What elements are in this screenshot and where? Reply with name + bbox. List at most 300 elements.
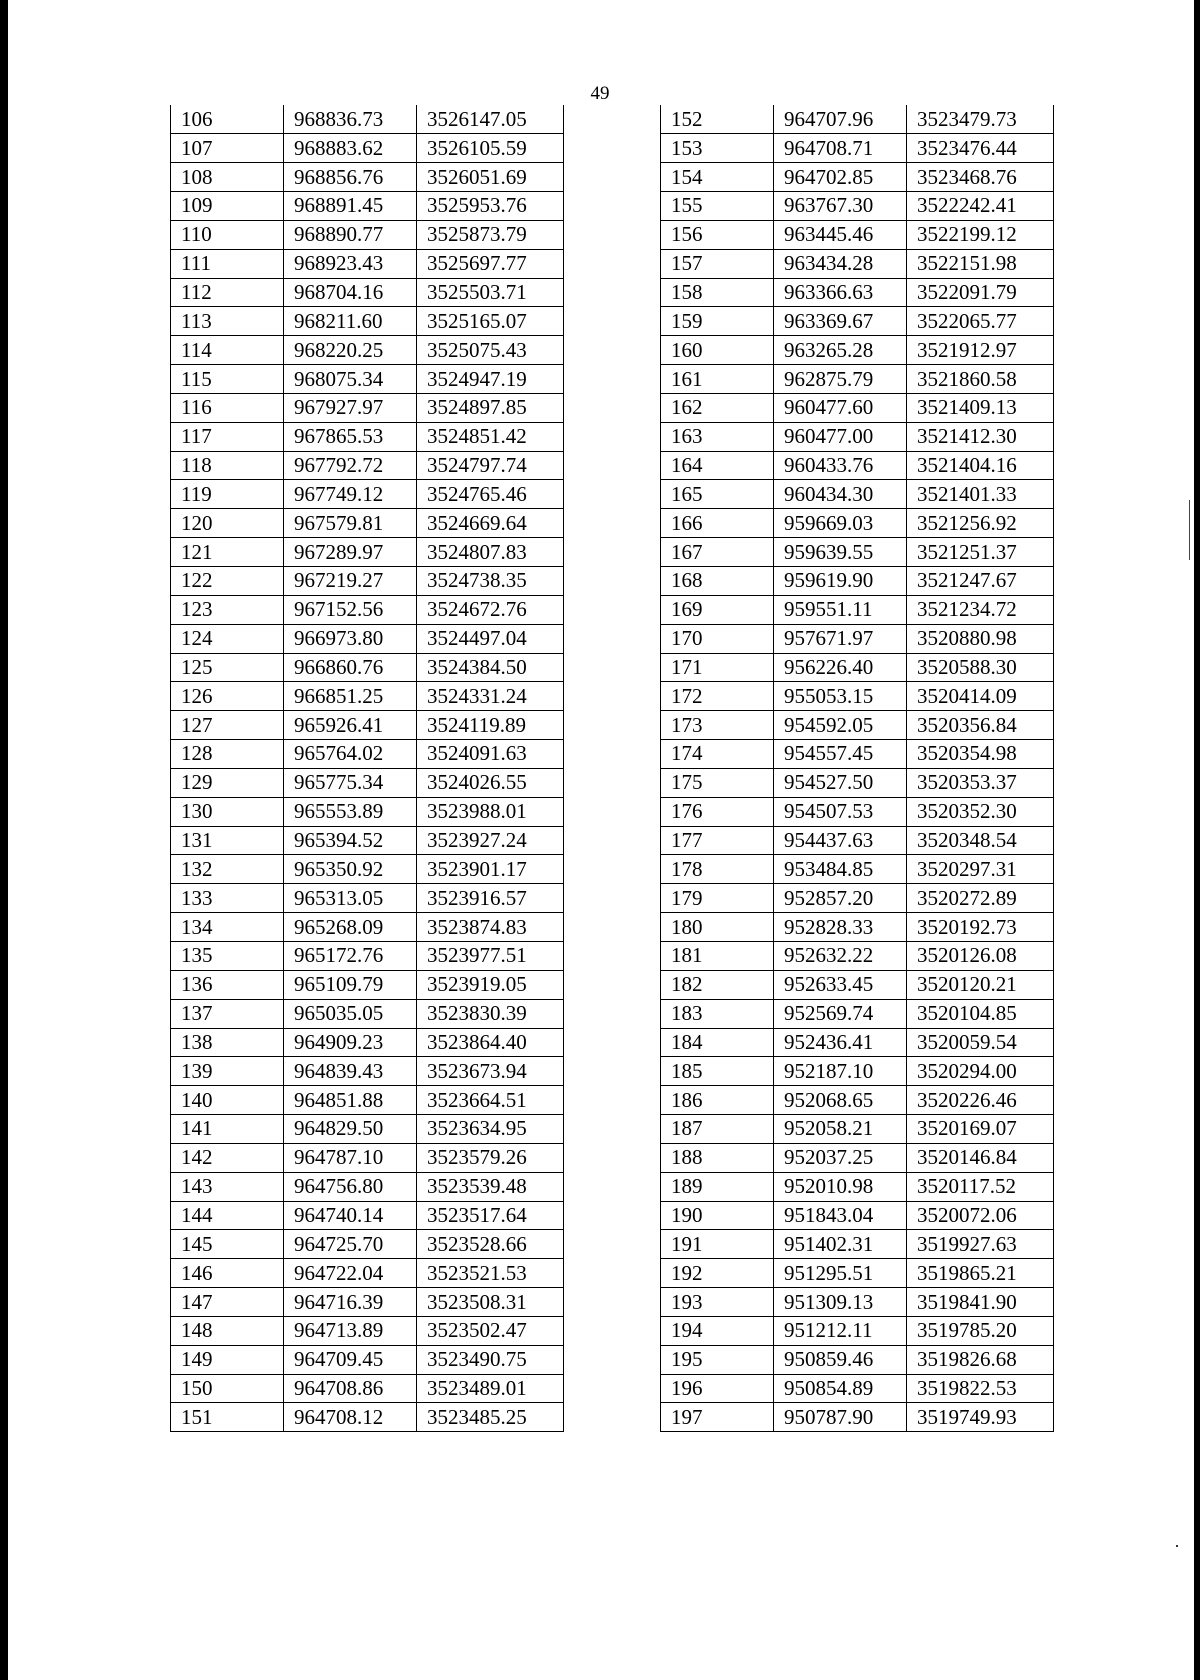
table-row	[171, 999, 564, 1028]
point-number-cell: 180	[661, 913, 774, 942]
x-coordinate-cell: 965553.89	[284, 797, 417, 826]
x-coordinate-cell: 965775.34	[284, 768, 417, 797]
x-coordinate-cell: 952828.33	[774, 913, 907, 942]
y-coordinate-cell: 3520880.98	[907, 624, 1054, 653]
scan-artifact-mark	[1189, 500, 1190, 560]
table-row	[171, 1345, 564, 1374]
y-coordinate-cell: 3524807.83	[417, 538, 564, 567]
point-number-cell: 177	[661, 826, 774, 855]
y-coordinate-cell: 3521401.33	[907, 480, 1054, 509]
x-coordinate-cell: 964829.50	[284, 1115, 417, 1144]
point-number-cell: 188	[661, 1143, 774, 1172]
point-number-cell: 197	[661, 1403, 774, 1432]
x-coordinate-cell: 962875.79	[774, 365, 907, 394]
x-coordinate-cell: 967792.72	[284, 451, 417, 480]
x-coordinate-cell: 964709.45	[284, 1345, 417, 1374]
table-row	[171, 624, 564, 653]
x-coordinate-cell: 951402.31	[774, 1230, 907, 1259]
y-coordinate-cell: 3523517.64	[417, 1201, 564, 1230]
x-coordinate-cell: 967152.56	[284, 595, 417, 624]
point-number-cell: 129	[171, 768, 284, 797]
y-coordinate-cell: 3521412.30	[907, 422, 1054, 451]
y-coordinate-cell: 3521404.16	[907, 451, 1054, 480]
table-row	[171, 1316, 564, 1345]
x-coordinate-cell: 965313.05	[284, 884, 417, 913]
point-number-cell: 174	[661, 740, 774, 769]
x-coordinate-cell: 967865.53	[284, 422, 417, 451]
y-coordinate-cell: 3523528.66	[417, 1230, 564, 1259]
y-coordinate-cell: 3519865.21	[907, 1259, 1054, 1288]
point-number-cell: 114	[171, 336, 284, 365]
table-row	[171, 365, 564, 394]
x-coordinate-cell: 964702.85	[774, 163, 907, 192]
point-number-cell: 179	[661, 884, 774, 913]
point-number-cell: 186	[661, 1086, 774, 1115]
table-row	[171, 884, 564, 913]
table-row	[661, 422, 1054, 451]
y-coordinate-cell: 3520072.06	[907, 1201, 1054, 1230]
y-coordinate-cell: 3523864.40	[417, 1028, 564, 1057]
y-coordinate-cell: 3521256.92	[907, 509, 1054, 538]
x-coordinate-cell: 963369.67	[774, 307, 907, 336]
point-number-cell: 176	[661, 797, 774, 826]
point-number-cell: 149	[171, 1345, 284, 1374]
point-number-cell: 190	[661, 1201, 774, 1230]
x-coordinate-cell: 959619.90	[774, 567, 907, 596]
y-coordinate-cell: 3520146.84	[907, 1143, 1054, 1172]
point-number-cell: 160	[661, 336, 774, 365]
x-coordinate-cell: 964722.04	[284, 1259, 417, 1288]
table-row	[661, 855, 1054, 884]
x-coordinate-cell: 952010.98	[774, 1172, 907, 1201]
table-row	[661, 538, 1054, 567]
x-coordinate-cell: 968836.73	[284, 105, 417, 134]
y-coordinate-cell: 3523468.76	[907, 163, 1054, 192]
y-coordinate-cell: 3520192.73	[907, 913, 1054, 942]
point-number-cell: 139	[171, 1057, 284, 1086]
point-number-cell: 118	[171, 451, 284, 480]
x-coordinate-cell: 955053.15	[774, 682, 907, 711]
table-row	[661, 624, 1054, 653]
x-coordinate-cell: 954527.50	[774, 768, 907, 797]
y-coordinate-cell: 3523927.24	[417, 826, 564, 855]
y-coordinate-cell: 3522242.41	[907, 192, 1054, 221]
table-row	[171, 913, 564, 942]
y-coordinate-cell: 3523479.73	[907, 105, 1054, 134]
table-row	[661, 451, 1054, 480]
x-coordinate-cell: 952569.74	[774, 999, 907, 1028]
y-coordinate-cell: 3523476.44	[907, 134, 1054, 163]
x-coordinate-cell: 966973.80	[284, 624, 417, 653]
point-number-cell: 172	[661, 682, 774, 711]
table-row	[661, 336, 1054, 365]
x-coordinate-cell: 968075.34	[284, 365, 417, 394]
x-coordinate-cell: 952187.10	[774, 1057, 907, 1086]
table-row	[661, 1201, 1054, 1230]
x-coordinate-cell: 960477.00	[774, 422, 907, 451]
y-coordinate-cell: 3519822.53	[907, 1374, 1054, 1403]
point-number-cell: 185	[661, 1057, 774, 1086]
point-number-cell: 138	[171, 1028, 284, 1057]
table-row	[171, 1230, 564, 1259]
table-row	[661, 970, 1054, 999]
point-number-cell: 191	[661, 1230, 774, 1259]
table-row	[171, 480, 564, 509]
y-coordinate-cell: 3523874.83	[417, 913, 564, 942]
table-row	[661, 249, 1054, 278]
point-number-cell: 146	[171, 1259, 284, 1288]
point-number-cell: 116	[171, 393, 284, 422]
y-coordinate-cell: 3521251.37	[907, 538, 1054, 567]
y-coordinate-cell: 3521912.97	[907, 336, 1054, 365]
x-coordinate-cell: 957671.97	[774, 624, 907, 653]
table-row	[661, 163, 1054, 192]
x-coordinate-cell: 964708.86	[284, 1374, 417, 1403]
point-number-cell: 151	[171, 1403, 284, 1432]
point-number-cell: 120	[171, 509, 284, 538]
point-number-cell: 126	[171, 682, 284, 711]
y-coordinate-cell: 3523988.01	[417, 797, 564, 826]
y-coordinate-cell: 3520120.21	[907, 970, 1054, 999]
point-number-cell: 184	[661, 1028, 774, 1057]
point-number-cell: 131	[171, 826, 284, 855]
table-row	[171, 595, 564, 624]
y-coordinate-cell: 3520356.84	[907, 711, 1054, 740]
table-row	[171, 567, 564, 596]
y-coordinate-cell: 3524091.63	[417, 740, 564, 769]
table-row	[661, 1259, 1054, 1288]
point-number-cell: 195	[661, 1345, 774, 1374]
y-coordinate-cell: 3519826.68	[907, 1345, 1054, 1374]
x-coordinate-cell: 963445.46	[774, 220, 907, 249]
table-row	[661, 1345, 1054, 1374]
table-row	[661, 941, 1054, 970]
y-coordinate-cell: 3524384.50	[417, 653, 564, 682]
point-number-cell: 145	[171, 1230, 284, 1259]
point-number-cell: 148	[171, 1316, 284, 1345]
table-row	[171, 163, 564, 192]
y-coordinate-cell: 3523502.47	[417, 1316, 564, 1345]
x-coordinate-cell: 965035.05	[284, 999, 417, 1028]
point-number-cell: 122	[171, 567, 284, 596]
table-row	[171, 105, 564, 134]
point-number-cell: 141	[171, 1115, 284, 1144]
point-number-cell: 127	[171, 711, 284, 740]
x-coordinate-cell: 959669.03	[774, 509, 907, 538]
y-coordinate-cell: 3525873.79	[417, 220, 564, 249]
table-row	[661, 1316, 1054, 1345]
y-coordinate-cell: 3520104.85	[907, 999, 1054, 1028]
table-row	[171, 1201, 564, 1230]
x-coordinate-cell: 964707.96	[774, 105, 907, 134]
x-coordinate-cell: 968220.25	[284, 336, 417, 365]
y-coordinate-cell: 3524119.89	[417, 711, 564, 740]
y-coordinate-cell: 3520352.30	[907, 797, 1054, 826]
table-row	[661, 653, 1054, 682]
x-coordinate-cell: 967289.97	[284, 538, 417, 567]
point-number-cell: 161	[661, 365, 774, 394]
x-coordinate-cell: 963767.30	[774, 192, 907, 221]
table-row	[171, 278, 564, 307]
table-row	[661, 1115, 1054, 1144]
x-coordinate-cell: 965172.76	[284, 941, 417, 970]
x-coordinate-cell: 964708.12	[284, 1403, 417, 1432]
point-number-cell: 108	[171, 163, 284, 192]
y-coordinate-cell: 3524738.35	[417, 567, 564, 596]
point-number-cell: 123	[171, 595, 284, 624]
point-number-cell: 189	[661, 1172, 774, 1201]
point-number-cell: 163	[661, 422, 774, 451]
y-coordinate-cell: 3519749.93	[907, 1403, 1054, 1432]
table-row	[171, 393, 564, 422]
y-coordinate-cell: 3522151.98	[907, 249, 1054, 278]
point-number-cell: 115	[171, 365, 284, 394]
x-coordinate-cell: 950787.90	[774, 1403, 907, 1432]
x-coordinate-cell: 968891.45	[284, 192, 417, 221]
point-number-cell: 162	[661, 393, 774, 422]
x-coordinate-cell: 968883.62	[284, 134, 417, 163]
x-coordinate-cell: 967927.97	[284, 393, 417, 422]
x-coordinate-cell: 968890.77	[284, 220, 417, 249]
x-coordinate-cell: 950859.46	[774, 1345, 907, 1374]
y-coordinate-cell: 3524947.19	[417, 365, 564, 394]
point-number-cell: 165	[661, 480, 774, 509]
x-coordinate-cell: 950854.89	[774, 1374, 907, 1403]
scan-artifact-dot	[1176, 1545, 1178, 1547]
table-row	[661, 740, 1054, 769]
table-row	[661, 134, 1054, 163]
y-coordinate-cell: 3522091.79	[907, 278, 1054, 307]
table-row	[171, 740, 564, 769]
point-number-cell: 178	[661, 855, 774, 884]
point-number-cell: 125	[171, 653, 284, 682]
x-coordinate-cell: 952632.22	[774, 941, 907, 970]
table-row	[661, 105, 1054, 134]
point-number-cell: 113	[171, 307, 284, 336]
point-number-cell: 167	[661, 538, 774, 567]
table-row	[661, 768, 1054, 797]
x-coordinate-cell: 963366.63	[774, 278, 907, 307]
x-coordinate-cell: 965764.02	[284, 740, 417, 769]
table-row	[661, 1086, 1054, 1115]
point-number-cell: 182	[661, 970, 774, 999]
point-number-cell: 193	[661, 1288, 774, 1317]
point-number-cell: 112	[171, 278, 284, 307]
table-row	[661, 711, 1054, 740]
y-coordinate-cell: 3523977.51	[417, 941, 564, 970]
table-row	[171, 682, 564, 711]
y-coordinate-cell: 3520348.54	[907, 826, 1054, 855]
point-number-cell: 157	[661, 249, 774, 278]
x-coordinate-cell: 952068.65	[774, 1086, 907, 1115]
x-coordinate-cell: 965350.92	[284, 855, 417, 884]
point-number-cell: 121	[171, 538, 284, 567]
x-coordinate-cell: 968856.76	[284, 163, 417, 192]
x-coordinate-cell: 964756.80	[284, 1172, 417, 1201]
x-coordinate-cell: 954437.63	[774, 826, 907, 855]
y-coordinate-cell: 3523634.95	[417, 1115, 564, 1144]
y-coordinate-cell: 3525075.43	[417, 336, 564, 365]
y-coordinate-cell: 3519927.63	[907, 1230, 1054, 1259]
y-coordinate-cell: 3523508.31	[417, 1288, 564, 1317]
x-coordinate-cell: 966860.76	[284, 653, 417, 682]
x-coordinate-cell: 968923.43	[284, 249, 417, 278]
y-coordinate-cell: 3524851.42	[417, 422, 564, 451]
coordinates-table-left	[170, 105, 564, 1432]
point-number-cell: 152	[661, 105, 774, 134]
table-row	[171, 220, 564, 249]
point-number-cell: 106	[171, 105, 284, 134]
point-number-cell: 137	[171, 999, 284, 1028]
y-coordinate-cell: 3520169.07	[907, 1115, 1054, 1144]
table-row	[171, 941, 564, 970]
table-row	[171, 1057, 564, 1086]
table-row	[171, 1288, 564, 1317]
x-coordinate-cell: 954557.45	[774, 740, 907, 769]
table-row	[661, 220, 1054, 249]
y-coordinate-cell: 3519841.90	[907, 1288, 1054, 1317]
point-number-cell: 187	[661, 1115, 774, 1144]
table-row	[171, 1028, 564, 1057]
y-coordinate-cell: 3520353.37	[907, 768, 1054, 797]
x-coordinate-cell: 968704.16	[284, 278, 417, 307]
y-coordinate-cell: 3521247.67	[907, 567, 1054, 596]
table-row	[171, 538, 564, 567]
x-coordinate-cell: 951309.13	[774, 1288, 907, 1317]
point-number-cell: 155	[661, 192, 774, 221]
y-coordinate-cell: 3523919.05	[417, 970, 564, 999]
y-coordinate-cell: 3525697.77	[417, 249, 564, 278]
y-coordinate-cell: 3520272.89	[907, 884, 1054, 913]
table-row	[661, 1172, 1054, 1201]
x-coordinate-cell: 965109.79	[284, 970, 417, 999]
table-row	[661, 509, 1054, 538]
y-coordinate-cell: 3523916.57	[417, 884, 564, 913]
y-coordinate-cell: 3524797.74	[417, 451, 564, 480]
y-coordinate-cell: 3525165.07	[417, 307, 564, 336]
scan-border-left	[0, 0, 8, 1680]
x-coordinate-cell: 964839.43	[284, 1057, 417, 1086]
point-number-cell: 156	[661, 220, 774, 249]
table-row	[661, 682, 1054, 711]
point-number-cell: 133	[171, 884, 284, 913]
point-number-cell: 192	[661, 1259, 774, 1288]
point-number-cell: 110	[171, 220, 284, 249]
table-row	[661, 1143, 1054, 1172]
x-coordinate-cell: 965394.52	[284, 826, 417, 855]
table-row	[661, 1288, 1054, 1317]
x-coordinate-cell: 966851.25	[284, 682, 417, 711]
x-coordinate-cell: 951843.04	[774, 1201, 907, 1230]
table-row	[661, 480, 1054, 509]
y-coordinate-cell: 3523830.39	[417, 999, 564, 1028]
point-number-cell: 183	[661, 999, 774, 1028]
point-number-cell: 124	[171, 624, 284, 653]
y-coordinate-cell: 3523489.01	[417, 1374, 564, 1403]
point-number-cell: 128	[171, 740, 284, 769]
point-number-cell: 143	[171, 1172, 284, 1201]
x-coordinate-cell: 952633.45	[774, 970, 907, 999]
table-row	[661, 884, 1054, 913]
y-coordinate-cell: 3519785.20	[907, 1316, 1054, 1345]
x-coordinate-cell: 964851.88	[284, 1086, 417, 1115]
x-coordinate-cell: 959639.55	[774, 538, 907, 567]
y-coordinate-cell: 3523490.75	[417, 1345, 564, 1374]
table-row	[171, 768, 564, 797]
x-coordinate-cell: 964740.14	[284, 1201, 417, 1230]
table-row	[661, 595, 1054, 624]
y-coordinate-cell: 3524331.24	[417, 682, 564, 711]
y-coordinate-cell: 3521860.58	[907, 365, 1054, 394]
x-coordinate-cell: 951212.11	[774, 1316, 907, 1345]
point-number-cell: 144	[171, 1201, 284, 1230]
y-coordinate-cell: 3525503.71	[417, 278, 564, 307]
x-coordinate-cell: 952436.41	[774, 1028, 907, 1057]
x-coordinate-cell: 951295.51	[774, 1259, 907, 1288]
x-coordinate-cell: 956226.40	[774, 653, 907, 682]
table-row	[661, 278, 1054, 307]
point-number-cell: 117	[171, 422, 284, 451]
y-coordinate-cell: 3523579.26	[417, 1143, 564, 1172]
table-row	[171, 336, 564, 365]
table-row	[661, 192, 1054, 221]
table-row	[661, 567, 1054, 596]
x-coordinate-cell: 964909.23	[284, 1028, 417, 1057]
table-row	[171, 451, 564, 480]
y-coordinate-cell: 3526051.69	[417, 163, 564, 192]
table-row	[171, 855, 564, 884]
x-coordinate-cell: 967579.81	[284, 509, 417, 538]
table-row	[171, 797, 564, 826]
table-row	[171, 1403, 564, 1432]
x-coordinate-cell: 963434.28	[774, 249, 907, 278]
y-coordinate-cell: 3524669.64	[417, 509, 564, 538]
point-number-cell: 147	[171, 1288, 284, 1317]
y-coordinate-cell: 3524026.55	[417, 768, 564, 797]
x-coordinate-cell: 954592.05	[774, 711, 907, 740]
point-number-cell: 142	[171, 1143, 284, 1172]
table-row	[171, 653, 564, 682]
x-coordinate-cell: 965268.09	[284, 913, 417, 942]
point-number-cell: 196	[661, 1374, 774, 1403]
point-number-cell: 170	[661, 624, 774, 653]
y-coordinate-cell: 3526105.59	[417, 134, 564, 163]
point-number-cell: 134	[171, 913, 284, 942]
y-coordinate-cell: 3524672.76	[417, 595, 564, 624]
x-coordinate-cell: 964713.89	[284, 1316, 417, 1345]
table-row	[171, 1374, 564, 1403]
table-row	[171, 711, 564, 740]
point-number-cell: 109	[171, 192, 284, 221]
table-row	[171, 826, 564, 855]
x-coordinate-cell: 964708.71	[774, 134, 907, 163]
table-row	[661, 365, 1054, 394]
table-row	[661, 1374, 1054, 1403]
x-coordinate-cell: 953484.85	[774, 855, 907, 884]
point-number-cell: 166	[661, 509, 774, 538]
table-row	[661, 797, 1054, 826]
point-number-cell: 175	[661, 768, 774, 797]
point-number-cell: 119	[171, 480, 284, 509]
table-row	[661, 1403, 1054, 1432]
point-number-cell: 169	[661, 595, 774, 624]
x-coordinate-cell: 964787.10	[284, 1143, 417, 1172]
point-number-cell: 154	[661, 163, 774, 192]
x-coordinate-cell: 965926.41	[284, 711, 417, 740]
table-row	[171, 422, 564, 451]
x-coordinate-cell: 959551.11	[774, 595, 907, 624]
point-number-cell: 130	[171, 797, 284, 826]
